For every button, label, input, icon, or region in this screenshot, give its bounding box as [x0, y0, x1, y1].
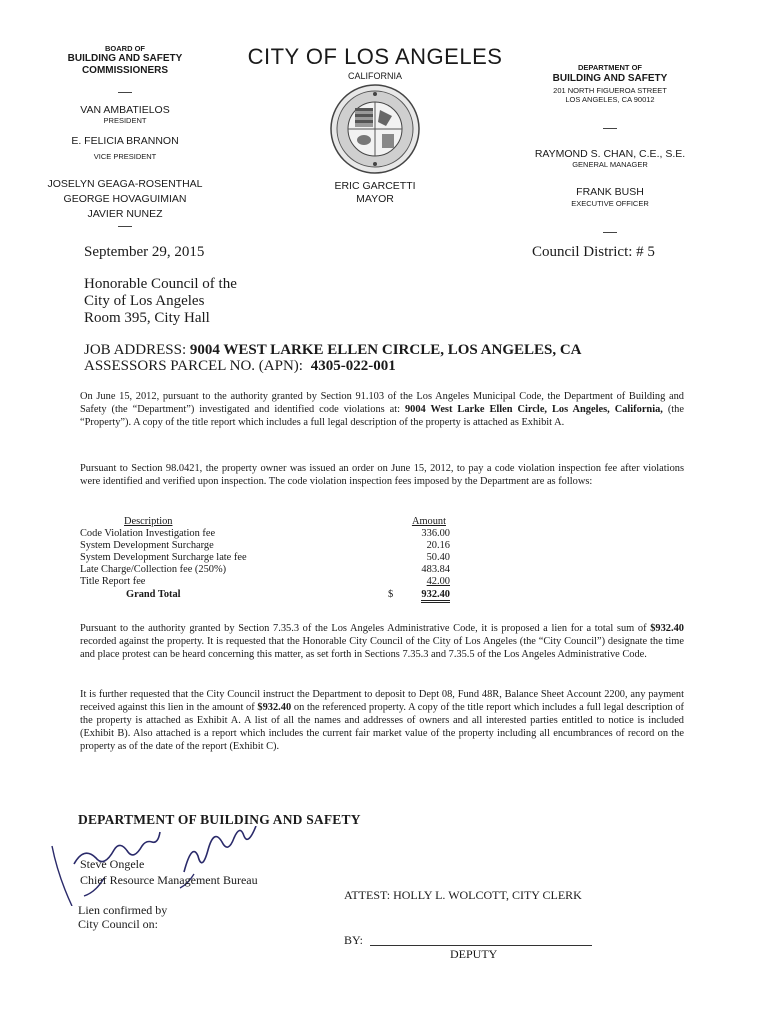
para3-text-b: recorded against the property. It is requested that the Honorable City Council of the City of Los Angeles (the “City Council”) designate the time and place protest can be heard concerning this matter, as set forth in Sections 7.35.3 and 7.35.5 of the Los Angeles Administrative Code. [80, 636, 684, 660]
fee-amount: 50.40 [426, 552, 450, 563]
fee-row [80, 528, 450, 540]
fee-description: Late Charge/Collection fee (250%) [80, 564, 227, 575]
dept-address-2: LOS ANGELES, CA 90012 [565, 95, 655, 104]
grand-total-amount: 932.40 [421, 589, 450, 603]
council-district: Council District: # 5 [532, 244, 655, 260]
president-title: PRESIDENT [103, 116, 147, 125]
job-address-label: JOB ADDRESS: [84, 342, 187, 358]
by-label: BY: [344, 933, 363, 947]
paragraph-lien-proposal [80, 622, 684, 661]
lien-confirmed-line-1: Lien confirmed by [78, 903, 168, 917]
vice-president-title: VICE PRESIDENT [93, 152, 157, 161]
city-seal-icon [330, 84, 420, 174]
fee-row [80, 576, 450, 588]
board-name-line2: COMMISSIONERS [81, 65, 169, 76]
description-header: Description [124, 516, 173, 527]
job-address-value: 9004 WEST LARKE ELLEN CIRCLE, LOS ANGELES, CA [189, 342, 582, 358]
divider [118, 92, 132, 93]
addressee-line-1: Honorable Council of the [84, 276, 237, 292]
executive-officer-title: EXECUTIVE OFFICER [571, 199, 649, 208]
grand-total-label: Grand Total [126, 589, 181, 600]
vice-president-name: E. FELICIA BRANNON [71, 135, 179, 147]
letter-date: September 29, 2015 [84, 244, 205, 260]
apn [84, 358, 396, 375]
department-heading: DEPARTMENT OF BUILDING AND SAFETY [78, 812, 361, 827]
paragraph-deposit-request [80, 688, 684, 753]
dept-address-1: 201 NORTH FIGUEROA STREET [553, 86, 667, 95]
apn-label: ASSESSORS PARCEL NO. (APN): [84, 358, 303, 374]
para1-text-a: On June 15, 2012, pursuant to the authority granted by Section 91.103 of the Los Angeles Municipal Code, the Department of Building and Safety (the “Department”) investigated and identified code violations at: [80, 391, 684, 415]
fee-description: Code Violation Investigation fee [80, 528, 216, 539]
divider [603, 232, 617, 233]
state-label: CALIFORNIA [347, 71, 402, 81]
apn-value: 4305-022-001 [310, 358, 396, 374]
divider [603, 128, 617, 129]
city-title: CITY OF LOS ANGELES [247, 44, 503, 69]
attest-line: ATTEST: HOLLY L. WOLCOTT, CITY CLERK [344, 888, 582, 902]
board-label: BOARD OF [105, 44, 145, 53]
deputy-signature-line [370, 945, 592, 946]
president-name: VAN AMBATIELOS [80, 104, 170, 116]
fee-amount: 20.16 [426, 540, 450, 551]
commissioner-2: GEORGE HOVAGUIMIAN [63, 193, 187, 205]
city-seal [330, 84, 420, 174]
general-manager-title: GENERAL MANAGER [572, 160, 648, 169]
divider [118, 226, 132, 227]
fee-amount: 42.00 [426, 576, 450, 587]
para1-text-b: (the “Property”). A copy of the title report which includes a full legal description of the property is attached as Exhibit A. [80, 404, 684, 428]
fee-row [80, 564, 450, 576]
lien-confirmed-line-2: City Council on: [78, 917, 159, 931]
fee-description: System Development Surcharge [80, 540, 214, 551]
dept-label: DEPARTMENT OF [577, 63, 643, 72]
fee-description: System Development Surcharge late fee [80, 552, 247, 563]
para4-amount: $932.40 [257, 702, 292, 713]
para1-property: 9004 West Larke Ellen Circle, Los Angeles, California, [404, 404, 663, 415]
executive-officer-name: FRANK BUSH [576, 186, 644, 198]
dept-name: BUILDING AND SAFETY [552, 73, 668, 84]
fee-total-row [80, 589, 450, 601]
paragraph-order: Pursuant to Section 98.0421, the property owner was issued an order on June 15, 2012, to pay a code violation inspection fee after violations were identified and verified upon inspection. The code violation inspection fees imposed by the Department are as follows: [80, 463, 684, 487]
addressee-line-3: Room 395, City Hall [84, 310, 210, 326]
para4-text-b: on the referenced property. A copy of the title report which includes a full legal description of the property is attached as Exhibit A. A list of all the names and addresses of owners and all interested parties entitled to notice is included (Exhibit B). Also attached is a report which includes the current fair market value of the property including all encumbrances of record on the property as of the date of the report (Exhibit C). [80, 702, 684, 752]
para3-amount: $932.40 [650, 623, 684, 634]
signer-name: Steve Ongele [80, 857, 145, 871]
fee-amount: 336.00 [421, 528, 450, 539]
job-address [84, 342, 582, 359]
fee-amount: 483.84 [421, 564, 450, 575]
fee-row [80, 552, 450, 564]
addressee-line-2: City of Los Angeles [84, 293, 205, 309]
mayor-name: ERIC GARCETTI [334, 180, 416, 192]
para4-text-a: It is further requested that the City Council instruct the Department to deposit to Dept 08, Fund 48R, Balance Sheet Account 2200, any payment received against this lien in the amount of [80, 689, 684, 713]
mayor-title: MAYOR [356, 193, 394, 205]
commissioner-1: JOSELYN GEAGA-ROSENTHAL [47, 178, 203, 190]
paragraph-investigation [80, 390, 684, 429]
fee-row [80, 540, 450, 552]
deputy-label: DEPUTY [450, 947, 498, 961]
signer-title: Chief Resource Management Bureau [80, 873, 258, 887]
commissioner-3: JAVIER NUNEZ [87, 208, 163, 220]
general-manager-name: RAYMOND S. CHAN, C.E., S.E. [534, 148, 686, 160]
amount-header: Amount [411, 516, 446, 527]
board-name-line1: BUILDING AND SAFETY [67, 53, 183, 64]
currency-symbol: $ [388, 589, 394, 600]
fee-description: Title Report fee [80, 576, 146, 587]
fee-table-header [80, 516, 450, 528]
para3-text-a: Pursuant to the authority granted by Section 7.35.3 of the Los Angeles Administrative Code, it is proposed a lien for a total sum of [80, 623, 651, 634]
